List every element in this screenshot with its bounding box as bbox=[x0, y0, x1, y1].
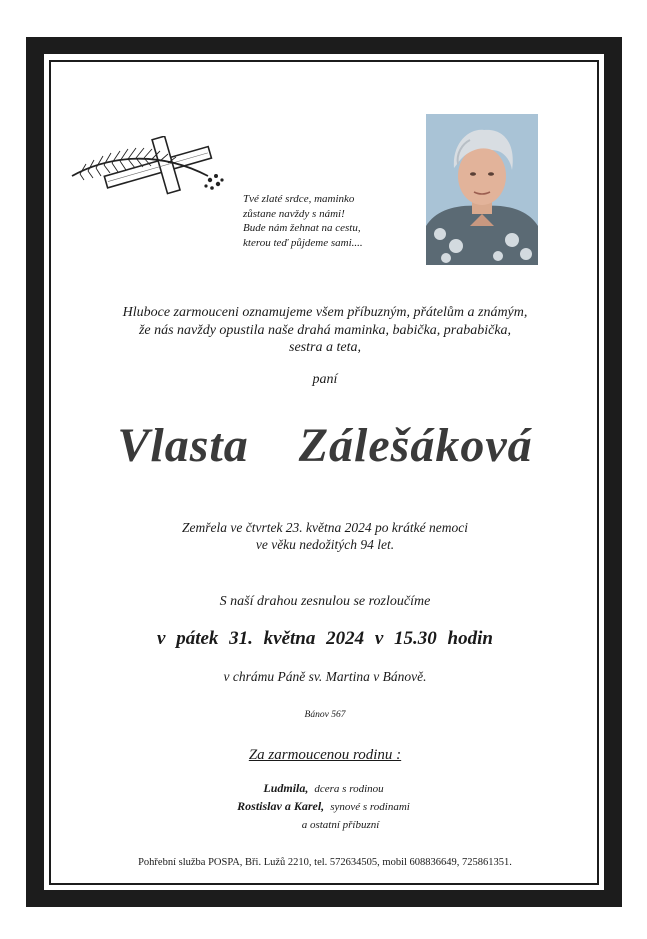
inner-frame-bottom bbox=[49, 883, 599, 885]
relative-row bbox=[0, 780, 647, 798]
relative-relation: synové s rodinami bbox=[330, 801, 410, 813]
relative-name: Ludmila, bbox=[263, 781, 309, 795]
relative-row bbox=[0, 816, 647, 834]
verse-line: Bude nám žehnat na cestu, bbox=[243, 222, 361, 234]
announcement bbox=[80, 304, 570, 357]
inner-frame-left bbox=[49, 60, 51, 885]
death-info-line: ve věku nedožitých 94 let. bbox=[255, 537, 395, 552]
relative-relation: dcera s rodinou bbox=[314, 783, 384, 795]
deceased-name: Vlasta Zálešáková bbox=[117, 419, 533, 472]
announcement-line: sestra a teta, bbox=[289, 340, 361, 355]
announcement-line: že nás navždy opustila naše drahá maminka, babička, prababička, bbox=[138, 322, 512, 338]
relative-name: Rostislav a Karel, bbox=[237, 799, 325, 813]
cross-with-palm-icon bbox=[68, 136, 228, 202]
announcement-line: Hluboce zarmouceni oznamujeme všem příbuzným, přátelům a známým, bbox=[122, 305, 528, 320]
portrait-photo bbox=[426, 114, 538, 265]
farewell-intro: S naší drahou zesnulou se rozloučíme bbox=[219, 594, 431, 609]
memorial-verse bbox=[243, 192, 363, 250]
funeral-service-footer: Pohřební služba POSPA, Bři. Lužů 2210, tel. 572634505, mobil 608836649, 725861351. bbox=[138, 857, 512, 868]
funeral-date: v pátek 31. května 2024 v 15.30 hodin bbox=[157, 628, 493, 649]
title-pani: paní bbox=[312, 372, 338, 387]
relative-row bbox=[0, 798, 647, 816]
funeral-place: v chrámu Páně sv. Martina v Bánově. bbox=[223, 669, 427, 684]
address: Bánov 567 bbox=[304, 710, 346, 720]
death-info-line: Zemřela ve čtvrtek 23. května 2024 po krátké nemoci bbox=[181, 520, 469, 535]
verse-line: kterou teď půjdeme sami.... bbox=[243, 236, 363, 249]
relative-relation: a ostatní příbuzní bbox=[301, 819, 380, 831]
inner-frame-right bbox=[597, 60, 599, 885]
verse-line: Tvé zlaté srdce, maminko bbox=[243, 193, 355, 205]
death-info bbox=[80, 519, 570, 553]
relatives-list bbox=[0, 780, 647, 834]
inner-frame-top bbox=[49, 60, 599, 62]
verse-line: zůstane navždy s námi! bbox=[243, 207, 345, 220]
family-heading: Za zarmoucenou rodinu : bbox=[248, 747, 402, 763]
